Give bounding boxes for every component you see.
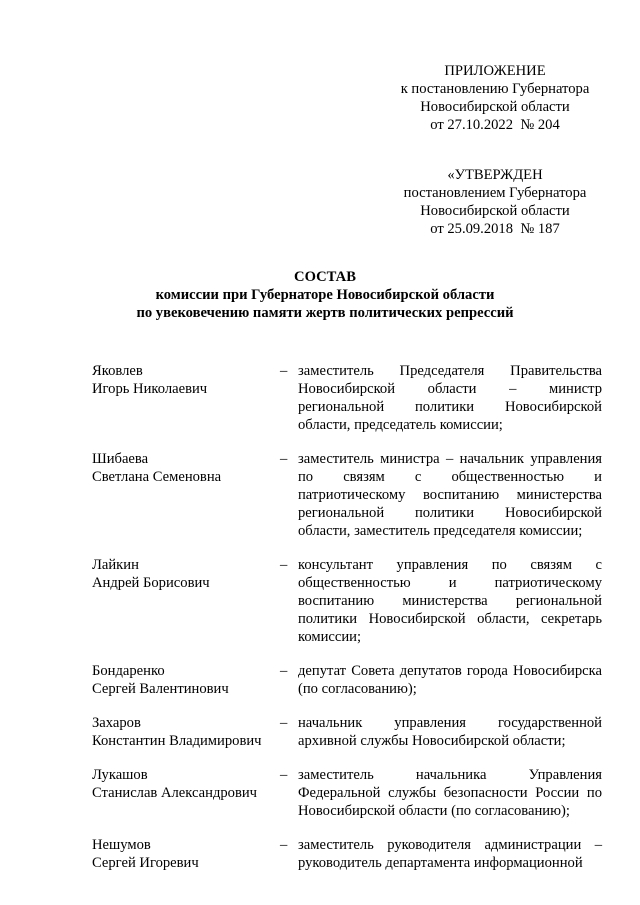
member-name <box>92 662 280 698</box>
member-entry <box>92 766 602 820</box>
member-given-name: Андрей Борисович <box>92 575 210 591</box>
member-name <box>92 556 280 646</box>
approved-block <box>380 166 610 238</box>
member-entry <box>92 714 602 750</box>
members-list <box>92 362 602 888</box>
member-surname: Лукашов <box>92 767 148 783</box>
member-surname: Лайкин <box>92 557 139 573</box>
member-role: консультант управления по связям с общественностью и патриотическому воспитанию министерства региональной политики Новосибирской области, секретарь комиссии; <box>298 557 602 645</box>
member-dash: – <box>280 363 288 379</box>
member-role: заместитель начальника Управления Федеральной службы безопасности России по Новосибирской области (по согласованию); <box>298 767 602 819</box>
approved-line-1: постановлением Губернатора <box>403 185 587 201</box>
member-name <box>92 836 280 872</box>
member-surname: Бондаренко <box>92 663 165 679</box>
appendix-line-3: от 27.10.2022 № 204 <box>430 117 560 133</box>
member-given-name: Сергей Валентинович <box>92 681 229 697</box>
member-dash: – <box>280 837 288 853</box>
member-role: заместитель министра – начальник управления по связям с общественностью и патриотическому воспитанию министерства региональной политики Новосибирской области, заместитель председателя комиссии; <box>298 451 602 539</box>
appendix-title: ПРИЛОЖЕНИЕ <box>444 63 546 79</box>
member-surname: Нешумов <box>92 837 151 853</box>
member-entry <box>92 662 602 698</box>
heading-line-2: по увековечению памяти жертв политических репрессий <box>136 305 514 321</box>
member-role: заместитель Председателя Правительства Новосибирской области – министр региональной политики Новосибирской области, председатель комиссии; <box>298 363 602 433</box>
member-entry <box>92 556 602 646</box>
member-surname: Яковлев <box>92 363 143 379</box>
appendix-block <box>380 62 610 134</box>
member-name <box>92 450 280 540</box>
member-dash: – <box>280 663 288 679</box>
heading-line-1: комиссии при Губернаторе Новосибирской области <box>155 287 495 303</box>
member-given-name: Сергей Игоревич <box>92 855 199 871</box>
document-heading <box>60 268 590 322</box>
member-dash: – <box>280 451 288 467</box>
member-surname: Шибаева <box>92 451 149 467</box>
member-role: заместитель руководителя администрации – руководитель департамента информационной <box>298 837 602 871</box>
member-entry <box>92 450 602 540</box>
member-given-name: Светлана Семеновна <box>92 469 222 485</box>
member-entry <box>92 362 602 434</box>
member-surname: Захаров <box>92 715 141 731</box>
member-name <box>92 714 280 750</box>
member-role: начальник управления государственной архивной службы Новосибирской области; <box>298 715 602 749</box>
member-dash: – <box>280 767 288 783</box>
approved-title: «УТВЕРЖДЕН <box>447 167 543 183</box>
member-given-name: Станислав Александрович <box>92 785 257 801</box>
member-dash: – <box>280 715 288 731</box>
member-entry <box>92 836 602 872</box>
member-given-name: Константин Владимирович <box>92 733 262 749</box>
member-name <box>92 766 280 820</box>
appendix-line-1: к постановлению Губернатора <box>400 81 590 97</box>
appendix-line-2: Новосибирской области <box>420 99 570 115</box>
approved-line-2: Новосибирской области <box>420 203 570 219</box>
member-given-name: Игорь Николаевич <box>92 381 208 397</box>
member-dash: – <box>280 557 288 573</box>
member-name <box>92 362 280 434</box>
heading-title: СОСТАВ <box>294 269 356 285</box>
member-role: депутат Совета депутатов города Новосибирска (по согласованию); <box>298 663 602 697</box>
approved-line-3: от 25.09.2018 № 187 <box>430 221 560 237</box>
